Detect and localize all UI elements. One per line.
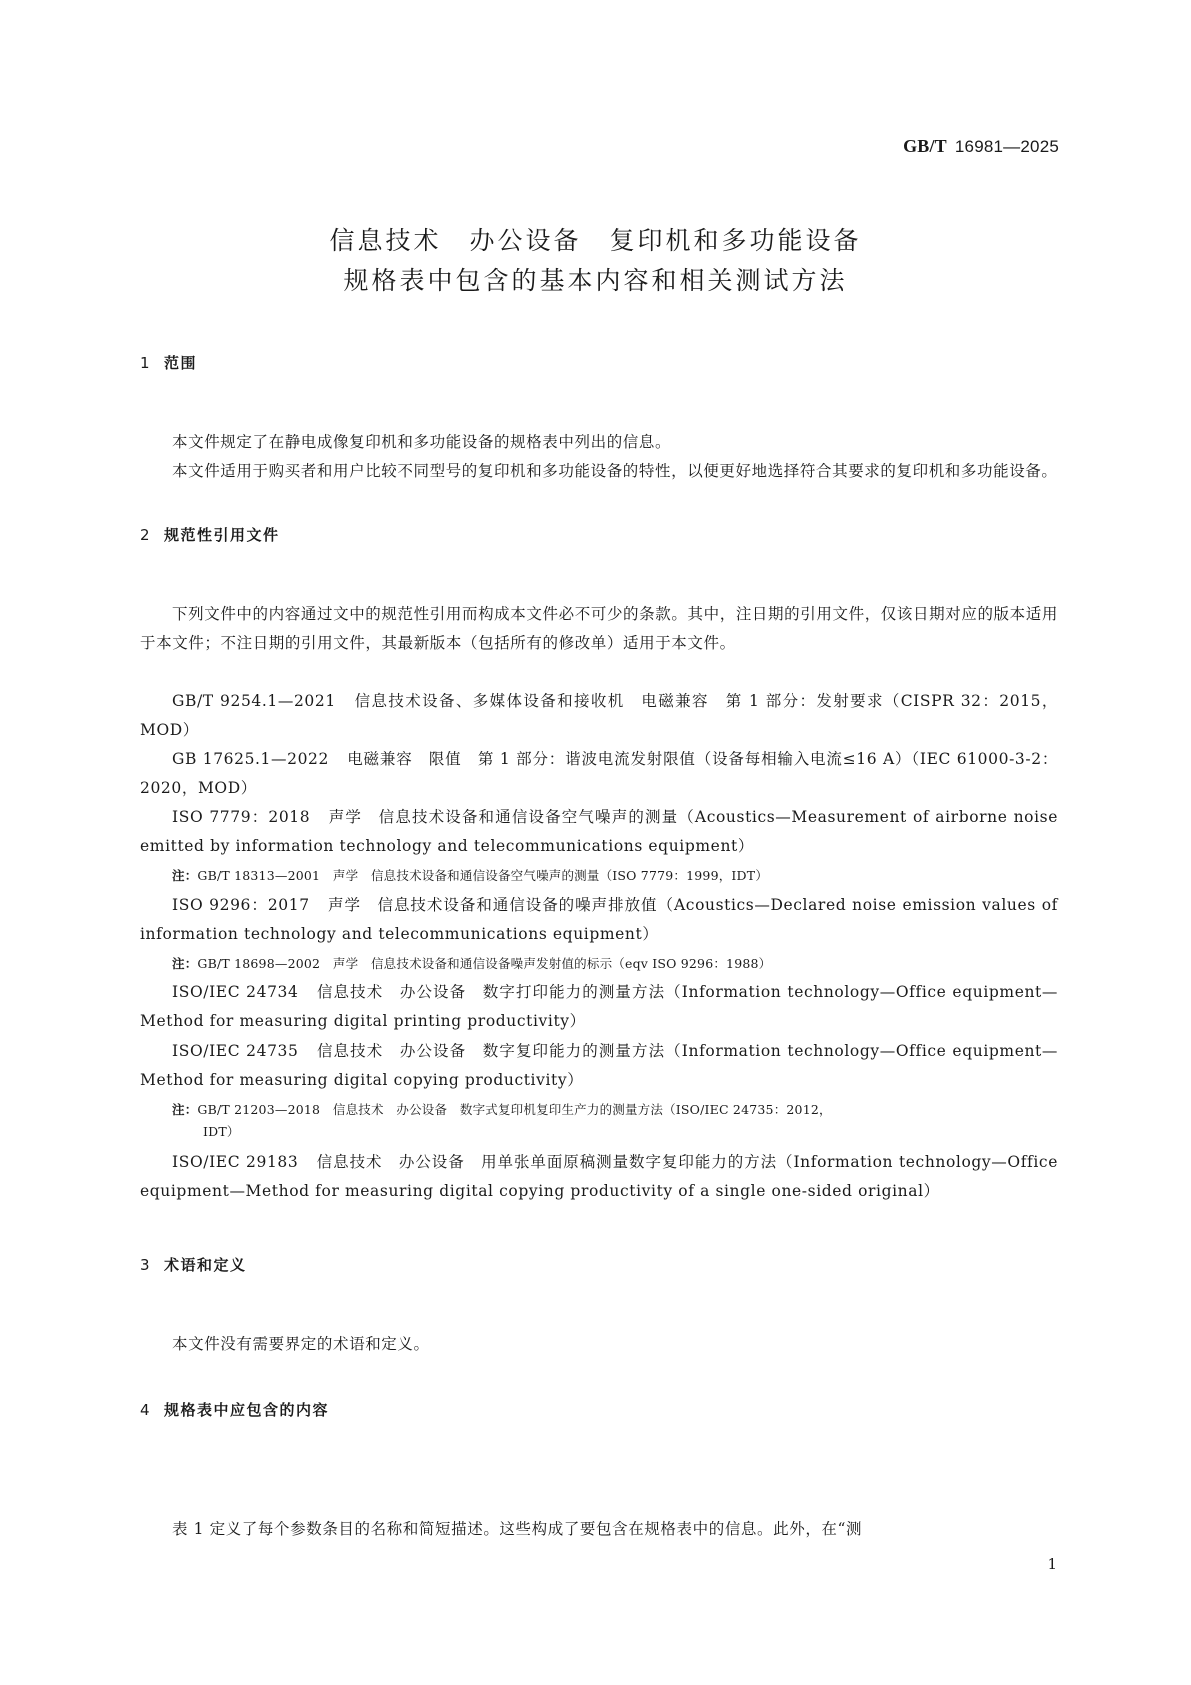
reference-item (140, 745, 1058, 803)
spec-content-paragraph: 表 1 定义了每个参数条目的名称和简短描述。这些构成了要包含在规格表中的信息。此外，在“测 (172, 1520, 863, 1538)
section-heading-spec-sheet-content (140, 1399, 329, 1420)
reference-code: ISO/IEC 24735 (172, 1042, 299, 1060)
terms-paragraph: 本文件没有需要界定的术语和定义。 (172, 1335, 430, 1353)
standard-number: 16981—2025 (954, 137, 1059, 156)
reference-item (140, 891, 1058, 949)
scope-paragraph-2: 本文件适用于购买者和用户比较不同型号的复印机和多功能设备的特性，以便更好地选择符合其要求的复印机和多功能设备。 (172, 462, 1058, 480)
reference-item (140, 1037, 1058, 1095)
reference-item (140, 687, 1058, 745)
reference-code: ISO/IEC 29183 (172, 1153, 299, 1171)
document-title-line-2: 规格表中包含的基本内容和相关测试方法 (343, 266, 848, 295)
note-label: 注： (172, 1102, 198, 1117)
section-heading-scope (140, 352, 197, 373)
section-heading-normative-references (140, 524, 280, 545)
document-title-line-1: 信息技术 办公设备 复印机和多功能设备 (329, 226, 862, 255)
scope-paragraph-1: 本文件规定了在静电成像复印机和多功能设备的规格表中列出的信息。 (172, 433, 672, 451)
section-title: 规范性引用文件 (164, 526, 280, 544)
reference-title: 信息技术 办公设备 数字打印能力的测量方法（Information technology—Office equipment—Method for measuring digital printing productivity） (140, 983, 1058, 1030)
note-text: GB/T 21203—2018 信息技术 办公设备 数字式复印机复印生产力的测量方法（ISO/IEC 24735：2012， (197, 1102, 832, 1117)
reference-title: 信息技术 办公设备 用单张单面原稿测量数字复印能力的方法（Information technology—Office equipment—Method for measuring digital copying productivity of a single one-sided original） (140, 1153, 1058, 1200)
note-text: GB/T 18698—2002 声学 信息技术设备和通信设备噪声发射值的标示（eqv ISO 9296：1988） (197, 956, 772, 971)
reference-code: ISO 7779：2018 (172, 808, 311, 826)
reference-title: 声学 信息技术设备和通信设备空气噪声的测量（Acoustics—Measurement of airborne noise emitted by information technology and telecommunications equipment） (140, 808, 1058, 855)
section-number: 2 (140, 526, 152, 544)
section-title: 规格表中应包含的内容 (164, 1401, 330, 1419)
reference-note (172, 953, 1058, 975)
reference-title: 电磁兼容 限值 第 1 部分：谐波电流发射限值（设备每相输入电流≤16 A）（IEC 61000-3-2：2020，MOD） (140, 750, 1058, 797)
reference-item (140, 978, 1058, 1036)
reference-code: ISO 9296：2017 (172, 896, 310, 914)
note-label: 注： (172, 868, 198, 883)
note-text-continuation: IDT） (203, 1124, 240, 1139)
references-intro: 下列文件中的内容通过文中的规范性引用而构成本文件必不可少的条款。其中，注日期的引用文件，仅该日期对应的版本适用于本文件；不注日期的引用文件，其最新版本（包括所有的修改单）适用于本文件。 (140, 605, 1058, 652)
reference-code: ISO/IEC 24734 (172, 983, 299, 1001)
section-title: 术语和定义 (164, 1256, 247, 1274)
reference-note (172, 865, 1058, 887)
reference-title: 信息技术设备、多媒体设备和接收机 电磁兼容 第 1 部分：发射要求（CISPR 32：2015，MOD） (140, 692, 1058, 739)
reference-title: 声学 信息技术设备和通信设备的噪声排放值（Acoustics—Declared noise emission values of information technology and telecommunications equipment） (140, 896, 1058, 943)
section-number: 1 (140, 354, 152, 372)
section-title: 范围 (164, 354, 198, 372)
section-number: 4 (140, 1401, 152, 1419)
section-heading-terms-definitions (140, 1254, 247, 1275)
reference-item (140, 1148, 1058, 1206)
section-number: 3 (140, 1256, 152, 1274)
page-number: 1 (1047, 1555, 1057, 1573)
reference-title: 信息技术 办公设备 数字复印能力的测量方法（Information technology—Office equipment—Method for measuring digital copying productivity） (140, 1042, 1058, 1089)
reference-code: GB/T 9254.1—2021 (172, 692, 336, 710)
note-text: GB/T 18313—2001 声学 信息技术设备和通信设备空气噪声的测量（ISO 7779：1999，IDT） (197, 868, 769, 883)
reference-note (172, 1099, 1058, 1143)
standard-code (903, 136, 1059, 157)
standard-prefix: GB/T (903, 136, 947, 156)
reference-item (140, 803, 1058, 861)
reference-code: GB 17625.1—2022 (172, 750, 329, 768)
note-label: 注： (172, 956, 198, 971)
